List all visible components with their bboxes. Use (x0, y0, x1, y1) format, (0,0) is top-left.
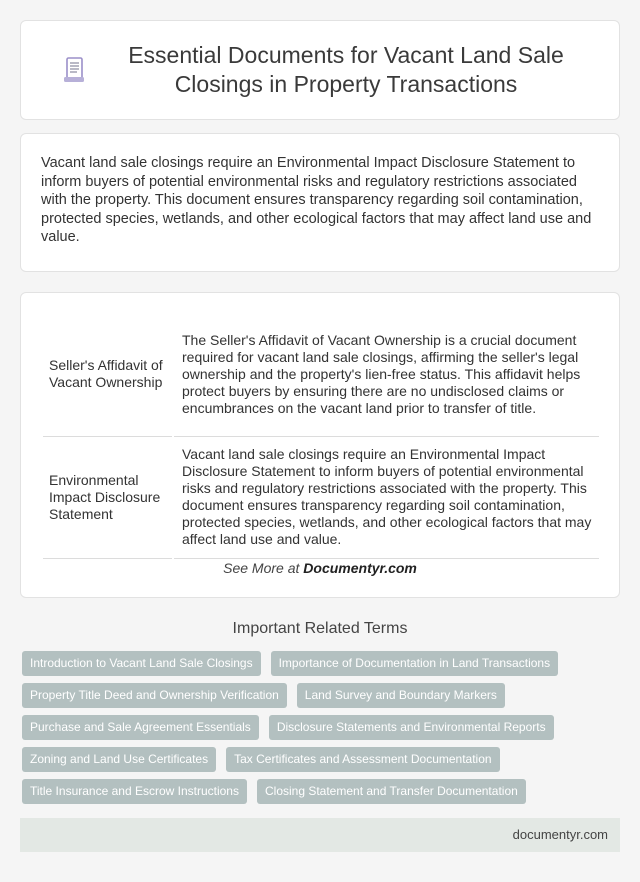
document-name: Environmental Impact Disclosure Statement (43, 436, 173, 558)
table-row (43, 313, 599, 436)
title-row (21, 21, 619, 119)
document-description: Vacant land sale closings require an Environmental Impact Disclosure Statement to inform buyers of potential environmental risks and regulatory restrictions associated with the property. This document ensures transparency regarding soil contamination, protected species, wetlands, and other ecological factors that may affect land use and value. (173, 436, 599, 558)
related-terms-heading: Important Related Terms (232, 620, 408, 637)
tag-row (22, 715, 622, 747)
tag-row (22, 651, 622, 683)
related-term-tag[interactable]: Land Survey and Boundary Markers (297, 683, 505, 708)
footer (20, 818, 620, 852)
title-card (20, 20, 620, 120)
see-more-site[interactable]: Documentyr.com (303, 560, 417, 576)
related-term-tag[interactable]: Tax Certificates and Assessment Documentation (226, 747, 499, 772)
related-term-tag[interactable]: Disclosure Statements and Environmental Reports (269, 715, 554, 740)
tag-row (22, 683, 622, 715)
table-row (43, 436, 599, 558)
page-title: Essential Documents for Vacant Land Sale Closings in Property Transactions (128, 42, 564, 97)
related-term-tag[interactable]: Zoning and Land Use Certificates (22, 747, 216, 772)
document-icon (61, 55, 87, 85)
tag-row (22, 779, 622, 811)
related-term-tag[interactable]: Purchase and Sale Agreement Essentials (22, 715, 259, 740)
see-more-link[interactable] (21, 560, 619, 576)
intro-card (20, 133, 620, 272)
related-terms-list (22, 651, 622, 811)
related-term-tag[interactable]: Introduction to Vacant Land Sale Closings (22, 651, 261, 676)
document-name: Seller's Affidavit of Vacant Ownership (43, 313, 173, 436)
tag-row (22, 747, 622, 779)
document-description: The Seller's Affidavit of Vacant Ownership is a crucial document required for vacant land sale closings, affirming the seller's legal ownership and the property's lien-free status. This affidavit helps protect buyers by ensuring there are no undisclosed claims or encumbrances on the vacant land prior to transfer of title. (173, 313, 599, 436)
documents-card (20, 292, 620, 598)
intro-paragraph: Vacant land sale closings require an Environmental Impact Disclosure Statement to inform buyers of potential environmental risks and regulatory restrictions associated with the property. This document ensures transparency regarding soil contamination, protected species, wetlands, and other ecological factors that may affect land use and value. (41, 155, 592, 245)
see-more-prefix: See More at (223, 560, 304, 576)
related-term-tag[interactable]: Importance of Documentation in Land Transactions (271, 651, 559, 676)
documents-table (43, 313, 599, 559)
footer-site-link[interactable]: documentyr.com (512, 827, 608, 842)
related-term-tag[interactable]: Title Insurance and Escrow Instructions (22, 779, 247, 804)
related-term-tag[interactable]: Closing Statement and Transfer Documentation (257, 779, 526, 804)
related-term-tag[interactable]: Property Title Deed and Ownership Verification (22, 683, 287, 708)
